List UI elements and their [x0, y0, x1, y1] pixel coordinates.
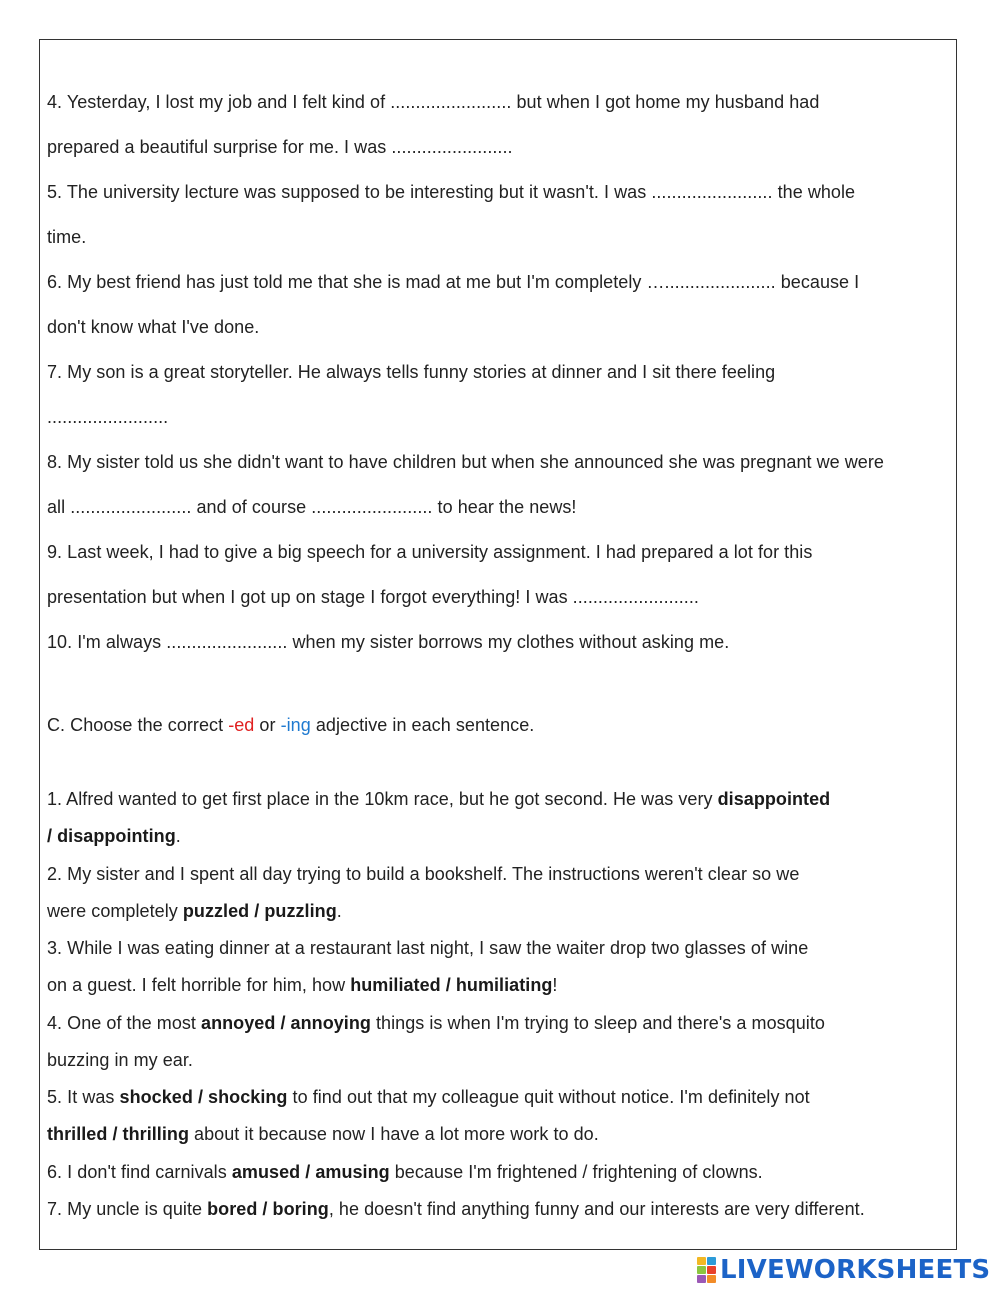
- section-c-heading-mid: or: [254, 715, 281, 735]
- logo-block-purple: [697, 1275, 706, 1283]
- c7-post: , he doesn't find anything funny and our interests are very different.: [328, 1199, 865, 1219]
- b-item-7-line-2: ........................: [47, 407, 169, 427]
- c1-post: .: [175, 826, 181, 846]
- b-item-5-line-1: 5. The university lecture was supposed to be interesting but it wasn't. I was ........................ the whole: [47, 182, 856, 202]
- b-item-4-line-2: prepared a beautiful surprise for me. I was ........................: [47, 137, 513, 157]
- logo-block-red: [707, 1266, 716, 1274]
- c-item-5-line-2: [47, 1123, 599, 1145]
- c2-choice[interactable]: puzzled / puzzling: [182, 901, 337, 921]
- c-item-6: [47, 1161, 763, 1183]
- logo-text: LIVEWORKSHEETS: [720, 1255, 991, 1285]
- c6-post: because I'm frightened / frightening of clowns.: [389, 1162, 763, 1182]
- c-item-1-line-1: [47, 788, 830, 810]
- ed-suffix: -ed: [228, 715, 255, 735]
- c4-choice[interactable]: annoyed / annoying: [201, 1013, 371, 1033]
- logo-block-blue: [707, 1257, 716, 1265]
- logo-block-yellow: [697, 1257, 706, 1265]
- c1-pre: 1. Alfred wanted to get first place in the 10km race, but he got second. He was very: [47, 789, 718, 809]
- c-item-7: [47, 1198, 865, 1220]
- b-item-9-line-1: 9. Last week, I had to give a big speech for a university assignment. I had prepared a lot for this: [47, 542, 813, 562]
- section-c-heading-post: adjective in each sentence.: [310, 715, 535, 735]
- b-item-8-line-2: all ........................ and of course ........................ to hear the news!: [47, 497, 577, 517]
- c5-post: to find out that my colleague quit without notice. I'm definitely not: [287, 1087, 810, 1107]
- liveworksheets-logo[interactable]: [697, 1256, 990, 1284]
- c-item-2-line-1: 2. My sister and I spent all day trying to build a bookshelf. The instructions weren't clear so we: [47, 864, 800, 884]
- section-c-heading-pre: C. Choose the correct: [47, 715, 229, 735]
- c3-choice[interactable]: humiliated / humiliating: [350, 975, 553, 995]
- c4-post: things is when I'm trying to sleep and there's a mosquito: [370, 1013, 825, 1033]
- c-item-1-line-2: [47, 825, 181, 847]
- c4-pre: 4. One of the most: [47, 1013, 202, 1033]
- b-item-7-line-1: 7. My son is a great storyteller. He always tells funny stories at dinner and I sit there feeling: [47, 362, 776, 382]
- c6-choice[interactable]: amused / amusing: [231, 1162, 390, 1182]
- c5-choice-a[interactable]: shocked / shocking: [119, 1087, 288, 1107]
- b-item-9-line-2: presentation but when I got up on stage I forgot everything! I was .........................: [47, 587, 699, 607]
- c-item-4-line-1: [47, 1012, 825, 1034]
- ing-suffix: -ing: [280, 715, 311, 735]
- c-item-3-line-1: 3. While I was eating dinner at a restaurant last night, I saw the waiter drop two glasses of wine: [47, 938, 809, 958]
- c-item-2-line-2: [47, 900, 342, 922]
- c-item-5-line-1: [47, 1086, 810, 1108]
- c-item-3-line-2: [47, 974, 557, 996]
- c7-pre: 7. My uncle is quite: [47, 1199, 208, 1219]
- logo-blocks-icon: [697, 1257, 717, 1283]
- b-item-6-line-2: don't know what I've done.: [47, 317, 260, 337]
- b-item-6-line-1: 6. My best friend has just told me that she is mad at me but I'm completely …...................... because I: [47, 272, 860, 292]
- c3-post: !: [552, 975, 558, 995]
- c3-pre2: on a guest. I felt horrible for him, how: [47, 975, 351, 995]
- c6-pre: 6. I don't find carnivals: [47, 1162, 232, 1182]
- c5-pre: 5. It was: [47, 1087, 120, 1107]
- c-item-4-line-2: buzzing in my ear.: [47, 1050, 193, 1070]
- c5-choice-b[interactable]: thrilled / thrilling: [47, 1124, 189, 1144]
- c2-pre2: were completely: [47, 901, 183, 921]
- c2-post: .: [336, 901, 342, 921]
- b-item-5-line-2: time.: [47, 227, 87, 247]
- b-item-10: 10. I'm always ........................ when my sister borrows my clothes without asking me.: [47, 632, 730, 652]
- logo-block-orange: [707, 1275, 716, 1283]
- section-c-heading: [47, 714, 534, 736]
- c5-post2: about it because now I have a lot more work to do.: [189, 1124, 599, 1144]
- b-item-8-line-1: 8. My sister told us she didn't want to have children but when she announced she was pregnant we were: [47, 452, 884, 472]
- logo-block-green: [697, 1266, 706, 1274]
- b-item-4-line-1: 4. Yesterday, I lost my job and I felt kind of ........................ but when I got home my husband had: [47, 92, 820, 112]
- c7-choice[interactable]: bored / boring: [207, 1199, 329, 1219]
- c1-choice-b[interactable]: / disappointing: [47, 826, 176, 846]
- c1-choice-a[interactable]: disappointed: [717, 789, 831, 809]
